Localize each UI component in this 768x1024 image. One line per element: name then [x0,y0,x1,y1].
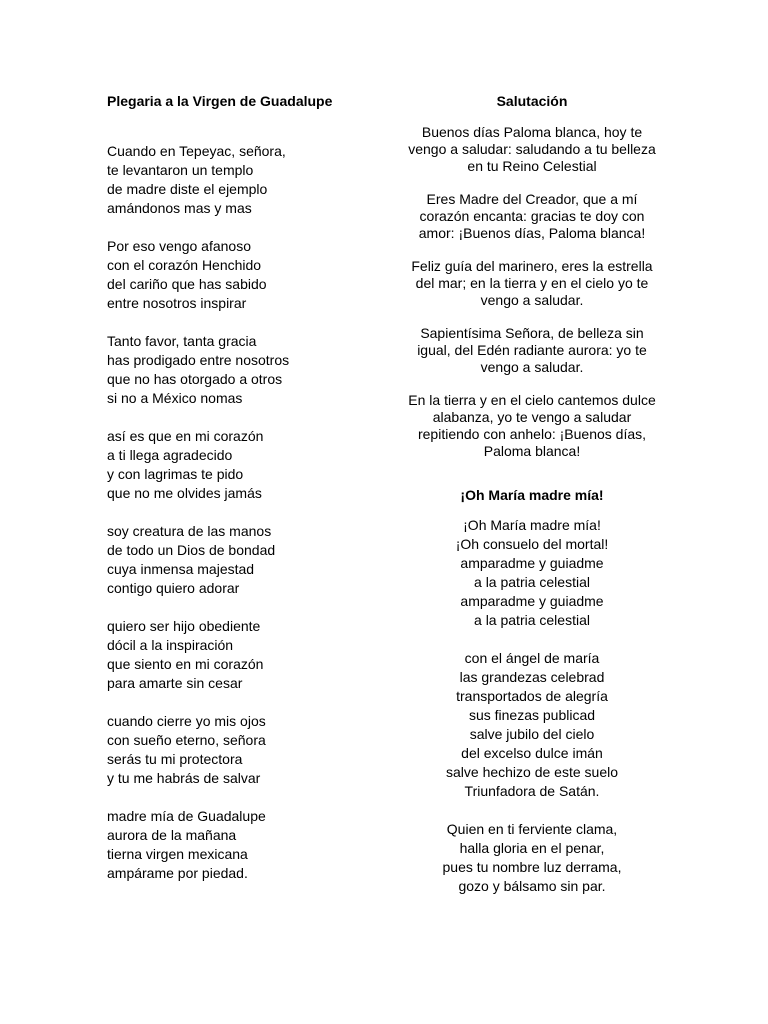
text-line: corazón encanta: gracias te doy con [419,208,645,224]
text-line: Eres Madre del Creador, que a mí [426,191,638,207]
text-line: a la patria celestial [474,574,590,590]
text-line: a ti llega agradecido [107,447,233,463]
paragraph [400,392,664,460]
text-line: cuya inmensa majestad [107,561,255,577]
salutation-title: Salutación [496,93,568,109]
text-line: así es que en mi corazón [107,428,264,444]
text-line: y tu me habrás de salvar [107,770,261,786]
stanza [107,617,387,693]
text-line: amparadme y guiadme [460,593,604,609]
text-line: si no a México nomas [107,390,243,406]
text-line: Sapientísima Señora, de belleza sin [420,325,644,341]
text-line: con el ángel de maría [464,650,600,666]
text-line: de madre diste el ejemplo [107,181,268,197]
paragraph [400,325,664,376]
stanza [400,516,664,630]
text-line: Por eso vengo afanoso [107,238,251,254]
left-column [107,92,387,902]
text-line: Buenos días Paloma blanca, hoy te [421,124,643,140]
text-line: soy creatura de las manos [107,523,272,539]
text-line: salve jubilo del cielo [469,726,595,742]
text-line: que siento en mi corazón [107,656,264,672]
text-line: en tu Reino Celestial [467,158,597,174]
text-line: madre mía de Guadalupe [107,808,266,824]
text-line: que no me olvides jamás [107,485,262,501]
stanza [400,820,664,896]
hymn-title: ¡Oh María madre mía! [460,487,604,503]
text-line: igual, del Edén radiante aurora: yo te [417,342,647,358]
text-line: que no has otorgado a otros [107,371,283,387]
text-line: del excelso dulce imán [461,745,603,761]
text-line: aurora de la mañana [107,827,237,843]
text-line: a la patria celestial [474,612,590,628]
text-line: ¡Oh consuelo del mortal! [455,536,609,552]
text-line: cuando cierre yo mis ojos [107,713,266,729]
text-line: de todo un Dios de bondad [107,542,276,558]
text-line: ampárame por piedad. [107,865,248,881]
text-line: entre nosotros inspirar [107,295,247,311]
text-line: vengo a saludar. [480,359,584,375]
text-line: quiero ser hijo obediente [107,618,261,634]
stanza [107,522,387,598]
stanza [400,649,664,801]
stanza [107,332,387,408]
text-line: te levantaron un templo [107,162,254,178]
text-line: del cariño que has sabido [107,276,267,292]
text-line: contigo quiero adorar [107,580,240,596]
stanza [107,427,387,503]
hymn-stanzas [400,516,664,896]
text-line: transportados de alegría [456,688,608,704]
text-line: tierna virgen mexicana [107,846,248,862]
text-line: vengo a saludar. [480,292,584,308]
text-line: Tanto favor, tanta gracia [107,333,257,349]
text-line: y con lagrimas te pido [107,466,244,482]
text-line: has prodigado entre nosotros [107,352,290,368]
text-line: las grandezas celebrad [459,669,605,685]
paragraph [400,191,664,242]
text-line: sus finezas publicad [468,707,596,723]
text-line: Paloma blanca! [483,443,581,459]
text-line: En la tierra y en el cielo cantemos dulce [408,392,656,408]
text-line: pues tu nombre luz derrama, [442,859,622,875]
text-line: halla gloria en el penar, [459,840,605,856]
stanza [107,237,387,313]
text-line: Quien en ti ferviente clama, [446,821,618,837]
text-line: ¡Oh María madre mía! [463,517,601,533]
text-line: serás tu mi protectora [107,751,243,767]
right-column [400,92,664,915]
text-line: amparadme y guiadme [460,555,604,571]
stanza [107,712,387,788]
prayer-title: Plegaria a la Virgen de Guadalupe [107,93,333,109]
prayer-stanzas [107,142,387,883]
salutation-paragraphs [400,124,664,460]
text-line: salve hechizo de este suelo [446,764,618,780]
stanza [107,807,387,883]
text-line: amándonos mas y mas [107,200,252,216]
paragraph [400,124,664,175]
text-line: del mar; en la tierra y en el cielo yo te [415,275,649,291]
paragraph [400,258,664,309]
text-line: vengo a saludar: saludando a tu belleza [408,141,656,157]
text-line: gozo y bálsamo sin par. [458,878,606,894]
text-line: con el corazón Henchido [107,257,262,273]
text-line: con sueño eterno, señora [107,732,266,748]
text-line: dócil a la inspiración [107,637,234,653]
text-line: Feliz guía del marinero, eres la estrella [411,258,653,274]
text-line: Cuando en Tepeyac, señora, [107,143,286,159]
text-line: alabanza, yo te vengo a saludar [432,409,632,425]
text-line: para amarte sin cesar [107,675,243,691]
text-line: Triunfadora de Satán. [464,783,600,799]
text-line: amor: ¡Buenos días, Paloma blanca! [418,225,646,241]
text-line: repitiendo con anhelo: ¡Buenos días, [417,426,647,442]
stanza [107,142,387,218]
